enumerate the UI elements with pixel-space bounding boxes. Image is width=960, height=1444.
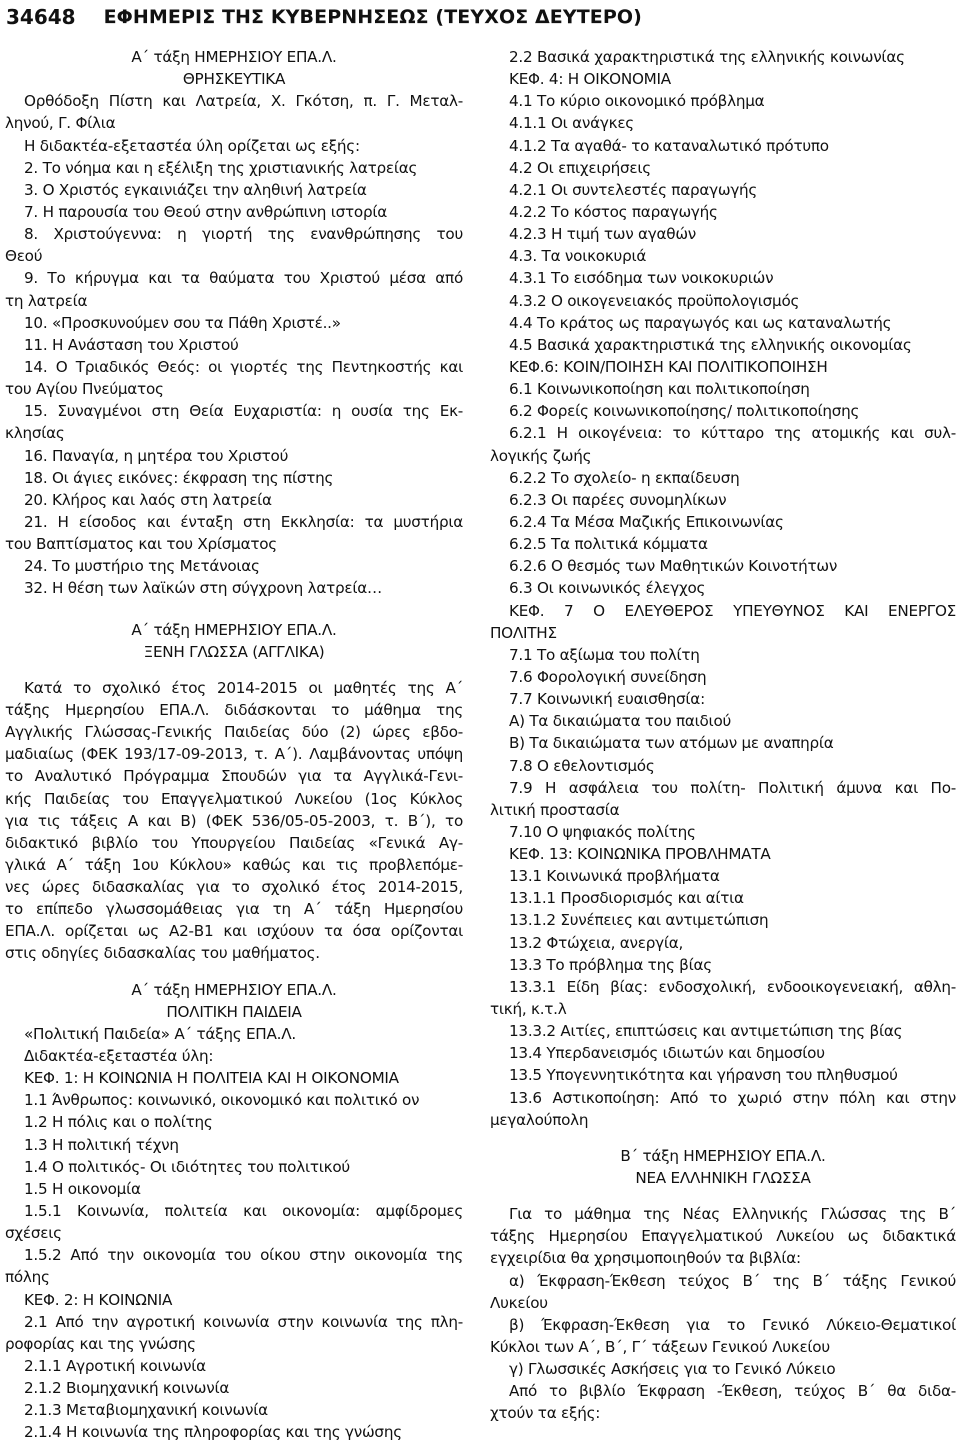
list-item: 4.2.1 Οι συντελεστές παραγωγής — [509, 180, 758, 199]
list-item: 6.2 Φορείς κοινωνικοποίησης/ πολιτικοποίησης — [509, 402, 860, 421]
list-item: 7. Η παρουσία του Θεού στην ανθρώπινη ιστορία — [24, 202, 387, 221]
paragraph-line: χτούν τα εξής: — [490, 1404, 601, 1423]
list-item: 16. Παναγία, η μητέρα του Χριστού — [24, 446, 289, 465]
chapter-heading: ΚΕΦ. 2: Η ΚΟΙΝΩΝΙΑ — [24, 1290, 173, 1309]
list-item: 1.2 Η πόλις και ο πολίτης — [24, 1113, 213, 1132]
list-item-cont: κλησίας — [5, 424, 65, 443]
paragraph-line: το Αναλυτικό Πρόγραμμα Σπουδών για τα Αγγλικά-Γενι- — [5, 767, 463, 786]
list-item: 4.3.1 Το εισόδημα των νοικοκυριών — [509, 269, 774, 288]
list-item: 18. Οι άγιες εικόνες: έκφραση της πίστης — [24, 468, 334, 487]
page-number: 34648 — [6, 5, 76, 29]
list-item: 4.1.1 Οι ανάγκες — [509, 114, 634, 133]
list-item: 2.2 Βασικά χαρακτηριστικά της ελληνικής κοινωνίας — [509, 48, 905, 66]
list-item-cont: Λυκείου — [490, 1293, 548, 1312]
list-item-cont: μεγαλούπολη — [490, 1110, 589, 1129]
list-item-cont: ροφορίας και της γνώσης — [5, 1334, 196, 1353]
list-item: 24. Το μυστήριο της Μετάνοιας — [24, 557, 260, 576]
paragraph-line: στις οδηγίες διδασκαλίας του μαθήματος. — [5, 944, 320, 963]
list-item: 7.7 Κοινωνική ευαισθησία: — [509, 690, 705, 709]
list-item-cont: λιτική προστασία — [490, 800, 620, 819]
list-item: 20. Κλήρος και λαός στη λατρεία — [24, 490, 272, 509]
paragraph-line: τάξης Ημερησίου ΕΠΑ.Λ. διδάσκονται το μάθημα της — [5, 700, 463, 719]
paragraph-line: διδακτικό βιβλίο του Υπουργείου Παιδείας «Γενικά Αγ- — [5, 833, 463, 852]
list-item: 13.3 Το πρόβλημα της βίας — [509, 955, 712, 974]
list-item: 6.1 Κοινωνικοποίηση και πολιτικοποίηση — [509, 380, 810, 399]
list-item: 4.2.3 Η τιμή των αγαθών — [509, 225, 697, 244]
list-item: 6.2.5 Τα πολιτικά κόμματα — [509, 535, 708, 554]
text-line: Διδακτέα-εξεταστέα ύλη: — [24, 1047, 214, 1066]
list-item: 2.1.3 Μεταβιομηχανική κοινωνία — [24, 1401, 268, 1420]
list-item: 7.1 Το αξίωμα του πολίτη — [509, 645, 700, 664]
chapter-heading: ΚΕΦ. 4: Η ΟΙΚΟΝΟΜΙΑ — [509, 70, 671, 89]
list-item: 9. Το κήρυγμα και τα θαύματα του Χριστού μέσα από — [24, 269, 463, 288]
section-subject-heading: ΝΕΑ ΕΛΛΗΝΙΚΗ ΓΛΩΣΣΑ — [635, 1169, 811, 1188]
list-item-cont: σχέσεις — [5, 1224, 62, 1243]
left-column — [5, 46, 463, 1444]
list-item: 4.5 Βασικά χαρακτηριστικά της ελληνικής οικονομίας — [509, 335, 912, 354]
list-item: 4.4 Το κράτος ως παραγωγός και ως καταναλωτής — [509, 313, 892, 332]
list-item: 21. Η είσοδος και ένταξη στη Εκκλησία: τα μυστήρια — [24, 512, 463, 531]
section-subject-heading: ΘΡΗΣΚΕΥΤΙΚΑ — [182, 70, 286, 89]
paragraph-line: Για το μάθημα της Νέας Ελληνικής Γλώσσας της Β΄ — [509, 1205, 956, 1224]
list-item-cont: τική, κ.τ.λ — [490, 1000, 567, 1019]
list-item: 4.3.2 Ο οικογενειακός προϋπολογισμός — [509, 291, 800, 310]
chapter-heading: ΚΕΦ. 7 Ο ΕΛΕΥΘΕΡΟΣ ΥΠΕΥΘΥΝΟΣ ΚΑΙ ΕΝΕΡΓΟΣ — [509, 601, 956, 620]
section-class-heading: Α΄ τάξη ΗΜΕΡΗΣΙΟΥ ΕΠΑ.Λ. — [131, 48, 337, 66]
paragraph-line: Αγγλικής Γλώσσας-Γενικής Παιδείας δύο (2) ώρες εβδο- — [5, 723, 463, 742]
list-item: Α) Τα δικαιώματα του παιδιού — [509, 712, 732, 731]
list-item: 13.5 Υπογεννητικότητα και γήρανση του πληθυσμού — [509, 1066, 898, 1085]
list-item: 4.2 Οι επιχειρήσεις — [509, 158, 651, 177]
list-item: Β) Τα δικαιώματα των ατόμων με αναπηρία — [509, 734, 834, 753]
paragraph-line: εγχειρίδια θα χρησιμοποιηθούν τα βιβλία: — [490, 1249, 801, 1268]
section-class-heading: Α΄ τάξη ΗΜΕΡΗΣΙΟΥ ΕΠΑ.Λ. — [131, 620, 337, 639]
list-item: 13.1.2 Συνέπειες και αντιμετώπιση — [509, 911, 769, 930]
list-item: 13.3.2 Αιτίες, επιπτώσεις και αντιμετώπιση της βίας — [509, 1022, 903, 1041]
list-item: 13.6 Αστικοποίηση: Από το χωριό στην πόλη και στην — [509, 1088, 956, 1107]
list-item: 4.1.2 Τα αγαθά- το καταναλωτικό πρότυπο — [509, 136, 829, 155]
chapter-heading: ΚΕΦ. 13: ΚΟΙΝΩΝΙΚΑ ΠΡΟΒΛΗΜΑΤΑ — [509, 845, 771, 864]
list-item-cont: πόλης — [5, 1268, 50, 1287]
paragraph-line: μαδιαίως (ΦΕΚ 193/17-09-2013, τ. Α΄). Λαμβάνοντας υπόψη — [5, 745, 463, 764]
list-item: 6.2.2 Το σχολείο- η εκπαίδευση — [509, 468, 740, 487]
list-item: 4.2.2 Το κόστος παραγωγής — [509, 202, 718, 221]
list-item: 6.2.4 Τα Μέσα Μαζικής Επικοινωνίας — [509, 512, 784, 531]
list-item: 1.5.1 Κοινωνία, πολιτεία και οικονομία: αμφίδρομες — [24, 1202, 463, 1221]
list-item: 6.2.1 Η οικογένεια: το κύτταρο της ατομικής και συλ- — [509, 424, 956, 443]
list-item: 4.3. Τα νοικοκυριά — [509, 247, 647, 266]
list-item: 6.2.6 Ο θεσμός των Μαθητικών Κοινοτήτων — [509, 557, 838, 576]
paragraph-line: για τις τάξεις Α και Β) (ΦΕΚ 536/05-05-2003, τ. Β΄), το — [5, 811, 463, 830]
list-item: 13.1 Κοινωνικά προβλήματα — [509, 867, 720, 886]
list-item: 6.2.3 Οι παρέες συνομηλίκων — [509, 490, 727, 509]
list-item: 7.6 Φορολογική συνείδηση — [509, 667, 707, 686]
paragraph-line: γλικά Α΄ τάξη 1ου Κύκλου» καθώς και τις προβλεπόμε- — [5, 855, 463, 874]
list-item: 7.9 Η ασφάλεια του πολίτη- Πολιτική άμυνα και Πο- — [509, 778, 956, 797]
list-item: 3. Ο Χριστός εγκαινιάζει την αληθινή λατρεία — [24, 180, 367, 199]
text-line: ληνού, Γ. Φίλια — [5, 114, 116, 133]
list-item: 7.8 Ο εθελοντισμός — [509, 756, 655, 775]
chapter-heading: ΚΕΦ. 1: Η ΚΟΙΝΩΝΙΑ Η ΠΟΛΙΤΕΙΑ ΚΑΙ Η ΟΙΚΟΝΟΜΙΑ — [24, 1069, 399, 1088]
section-class-heading: Α΄ τάξη ΗΜΕΡΗΣΙΟΥ ΕΠΑ.Λ. — [131, 980, 337, 999]
list-item: 2.1 Από την αγροτική κοινωνία στην κοινωνία της πλη- — [24, 1312, 463, 1331]
paragraph-line: το επίπεδο γλωσσομάθειας για τη Α΄ τάξη Ημερησίου — [5, 900, 463, 919]
right-column — [490, 46, 956, 1425]
list-item: 2.1.1 Αγροτική κοινωνία — [24, 1357, 206, 1376]
list-item: α) Έκφραση-Έκθεση τεύχος Β΄ της Β΄ τάξης Γενικού — [509, 1271, 956, 1290]
list-item: 13.4 Υπερδανεισμός ιδιωτών και δημοσίου — [509, 1044, 825, 1063]
gazette-title: ΕΦΗΜΕΡΙΣ ΤΗΣ ΚΥΒΕΡΝΗΣΕΩΣ (ΤΕΥΧΟΣ ΔΕΥΤΕΡΟ) — [103, 6, 642, 28]
list-item: 8. Χριστούγεννα: η γιορτή της ενανθρώπησης του — [24, 225, 463, 244]
section-subject-heading: ΞΕΝΗ ΓΛΩΣΣΑ (ΑΓΓΛΙΚΑ) — [143, 642, 325, 661]
list-item: β) Έκφραση-Έκθεση για το Γενικό Λύκειο-Θεματικοί — [509, 1315, 956, 1334]
paragraph-line: Κατά το σχολικό έτος 2014-2015 οι μαθητές της Α΄ — [24, 678, 463, 697]
list-item: γ) Γλωσσικές Ασκήσεις για το Γενικό Λύκειο — [509, 1360, 836, 1379]
text-line: Η διδακτέα-εξεταστέα ύλη ορίζεται ως εξής: — [24, 136, 360, 155]
text-line: Ορθόδοξη Πίστη και Λατρεία, Χ. Γκότση, π. Γ. Μεταλ- — [24, 92, 463, 111]
list-item: 2.1.4 Η κοινωνία της πληροφορίας και της γνώσης — [24, 1423, 402, 1442]
chapter-heading-cont: ΠΟΛΙΤΗΣ — [490, 623, 557, 642]
paragraph-line: νες ώρες διδασκαλίας για το σχολικό έτος 2014-2015, — [5, 878, 463, 897]
list-item: 13.1.1 Προσδιορισμός και αίτια — [509, 889, 744, 908]
section-class-heading: Β΄ τάξη ΗΜΕΡΗΣΙΟΥ ΕΠΑ.Λ. — [620, 1146, 826, 1165]
chapter-heading: ΚΕΦ.6: ΚΟΙΝ/ΠΟΙΗΣΗ ΚΑΙ ΠΟΛΙΤΙΚΟΠΟΙΗΣΗ — [509, 357, 828, 376]
page-header — [0, 2, 960, 32]
list-item: 1.5 Η οικονομία — [24, 1179, 141, 1198]
list-item-cont: τη λατρεία — [5, 291, 88, 310]
paragraph-line: ΕΠΑ.Λ. ορίζεται ως Α2-Β1 και ισχύουν τα όσα ορίζονται — [5, 922, 463, 941]
list-item-cont: Κύκλοι των Α΄, Β΄, Γ΄ τάξεων Γενικού Λυκείου — [490, 1338, 830, 1357]
list-item-cont: του Αγίου Πνεύματος — [5, 380, 164, 399]
section-subject-heading: ΠΟΛΙΤΙΚΗ ΠΑΙΔΕΙΑ — [166, 1002, 302, 1021]
list-item: 1.5.2 Από την οικονομία του οίκου στην οικονομία της — [24, 1246, 463, 1265]
list-item: 2.1.2 Βιομηχανική κοινωνία — [24, 1379, 230, 1398]
paragraph-line: τάξης Ημερησίου Επαγγελματικού Λυκείου ως διδακτικά — [490, 1227, 956, 1246]
list-item: 14. Ο Τριαδικός Θεός: οι γιορτές της Πεντηκοστής και — [24, 357, 463, 376]
list-item: 1.1 Άνθρωπος: κοινωνικό, οικονομικό και πολιτικό ον — [24, 1091, 420, 1110]
list-item: 10. «Προσκυνούμεν σου τα Πάθη Χριστέ..» — [24, 313, 341, 332]
list-item: 1.3 Η πολιτική τέχνη — [24, 1135, 179, 1154]
list-item: 32. Η θέση των λαϊκών στη σύγχρονη λατρεία… — [24, 579, 382, 598]
list-item: 13.3.1 Είδη βίας: ενδοσχολική, ενδοοικογενειακή, αθλη- — [509, 977, 956, 996]
list-item: 13.2 Φτώχεια, ανεργία, — [509, 933, 684, 952]
list-item: 11. Η Ανάσταση του Χριστού — [24, 335, 239, 354]
list-item: 7.10 Ο ψηφιακός πολίτης — [509, 822, 696, 841]
paragraph-line: κής Παιδείας του Επαγγελματικού Λυκείου (1ος Κύκλος — [5, 789, 463, 808]
list-item: 4.1 Το κύριο οικονομικό πρόβλημα — [509, 92, 765, 111]
list-item-cont: Θεού — [5, 247, 43, 266]
paragraph-line: Από το βιβλίο Έκφραση -Έκθεση, τεύχος Β΄ θα διδα- — [509, 1382, 956, 1401]
text-line: «Πολιτική Παιδεία» Α΄ τάξης ΕΠΑ.Λ. — [24, 1024, 296, 1043]
list-item: 15. Συναγμένοι στη Θεία Ευχαριστία: η ουσία της Εκ- — [24, 402, 463, 421]
list-item: 2. Το νόημα και η εξέλιξη της χριστιανικής λατρείας — [24, 158, 418, 177]
list-item: 6.3 Οι κοινωνικός έλεγχος — [509, 579, 706, 598]
list-item-cont: λογικής ζωής — [490, 446, 592, 465]
list-item-cont: του Βαπτίσματος και του Χρίσματος — [5, 535, 277, 554]
list-item: 1.4 Ο πολιτικός- Οι ιδιότητες του πολιτικού — [24, 1157, 350, 1176]
